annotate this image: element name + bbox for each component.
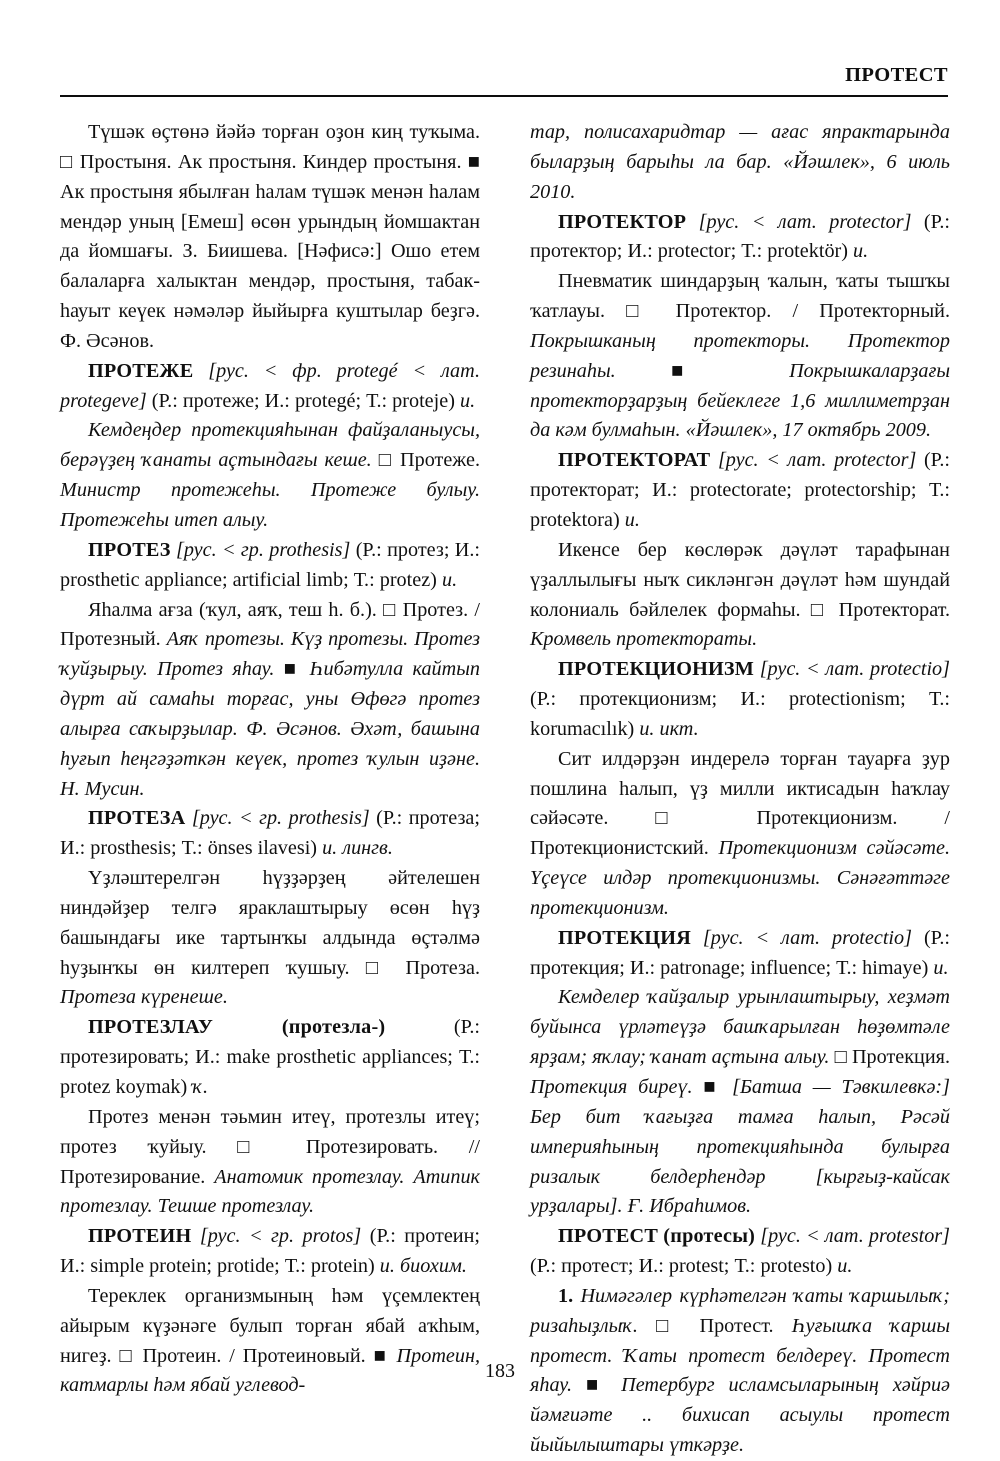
sense-number: 1. — [558, 1284, 574, 1307]
running-head — [60, 62, 948, 98]
headword: ПРОТЕКТОРАТ — [558, 449, 711, 472]
definition-lead: Кемдеңдер протекцияһынан файҙаланыуcы, берәүҙең ҡанаты аçтындағы кеше. — [60, 419, 480, 472]
headword: ПРОТЕКЦИЯ — [558, 926, 691, 949]
citation: ■ Петербург исламсыларының хәйриә йәмғиәте .. бихисап асыулы протест йыйылыштары үткәрҙе. — [530, 1374, 951, 1457]
examples: Протекционизм сәйәсәте. Үçеүсе илдәр протекционизмы. Сәнәғәттәге протекционизм. — [530, 837, 951, 919]
entry-proteza — [60, 804, 480, 864]
equivalents: (Р.: протезировать; И.: make prosthetic appliances; Т.: protez koymak) — [60, 1016, 480, 1098]
definition-lead: Тереклек организмының һәм үçемлектең айырым күҙәнәге булып торған ябай аҡһым, нигеҙ. — [60, 1284, 480, 1367]
russian-gloss: □ Протекционизм. / Протекционистский. — [530, 807, 951, 860]
russian-gloss: □ Протекция. — [834, 1046, 950, 1069]
grammar-label: и. — [837, 1255, 853, 1278]
entry-protektsionizm — [530, 655, 950, 745]
grammar-label: и. лингв. — [322, 837, 393, 860]
definition-lead: Үҙләштерелгән һүҙҙәрҙең әйтелешен ниндәйҙер телгә яраклаштырыу өсөн һүҙ башындағы ике тартынҡы алдында өçтәлмә һуҙынҡы өн килтереп ҡушыу. — [60, 867, 480, 979]
russian-gloss: □ Протекторат. — [810, 598, 950, 621]
headword: ПРОТЕЗА — [88, 807, 186, 830]
grammar-label: и. — [459, 389, 476, 412]
grammar-label: и. — [933, 956, 949, 979]
russian-gloss: □ Протезировать. // Протезирование. — [60, 1135, 480, 1188]
russian-gloss: □ Протеже. — [378, 449, 480, 472]
entry-protezhe-definition — [60, 416, 480, 535]
entry-protein-definition — [60, 1282, 480, 1401]
entry-protektor-definition — [530, 267, 950, 446]
entry-protezlau — [60, 1013, 480, 1103]
entry-protektorat-definition — [530, 536, 950, 655]
citation-start: ■ Протеин, катмарлы һәм ябай углевод- — [60, 1344, 481, 1397]
russian-gloss: □ Протеза. — [365, 956, 481, 979]
equivalents: (Р.: протеже; И.: protegé; Т.: proteje) — [151, 389, 455, 412]
entry-protektorat — [530, 446, 950, 536]
equivalents: (Р.: протектор; И.: protector; Т.: protektör) — [530, 210, 951, 263]
russian-gloss: □ Протест. — [656, 1314, 774, 1337]
examples: Аяҡ протезы. Күҙ протезы. Протез ҡуйҙырыу. Протез яһау. — [60, 628, 481, 681]
grammar-label: и. икт. — [639, 717, 699, 740]
headword: ПРОТЕИН — [88, 1225, 192, 1248]
headword: ПРОТЕЗЛАУ (протезла-) — [88, 1016, 386, 1039]
definition-lead: Сит илдәрҙән индерелә торған тауарға ҙур пошлина һалып, үҙ милли иктисадын һаҡлау сәйәсәте. — [530, 747, 950, 830]
etymology: [рус. < лат. protector] — [717, 449, 917, 472]
equivalents: (Р.: протекционизм; И.: protectionism; Т.: korumacılık) — [530, 688, 950, 740]
russian-gloss: □ Протектор. / Протекторный. — [626, 300, 951, 323]
etymology: [рус. < лат. protector] — [698, 210, 912, 233]
etymology: [рус. < лат. protectio] — [702, 926, 912, 949]
entry-protektsiya — [530, 924, 950, 984]
examples: Покрышканың протекторы. Протектор резинаһы. — [530, 329, 950, 382]
examples: Кромвель протектораты. — [530, 628, 758, 651]
definition-lead: Кемделер ҡайҙалыр урынлаштырыу, хеҙмәт буйынса үрләтеүҙә башҡарылған һөҙөмтәле ярҙам; яҡлау; ҡанат аçтына алыу. — [530, 986, 950, 1069]
citation-end: тар, полисахаридтар — ағас япрактарында быларҙың барыһы ла бар. «Йәшлек», 6 июль 2010. — [530, 121, 950, 203]
headword: ПРОТЕКТОР — [558, 210, 687, 233]
entry-protein — [60, 1222, 480, 1282]
equivalents: (Р.: протеза; И.: prosthesis; Т.: önses ilavesi) — [60, 807, 481, 860]
equivalents: (Р.: протез; И.: prosthetic appliance; artificial limb; Т.: protez) — [60, 538, 480, 591]
definition-lead: Нимәгәлер күрһәтелгән ҡаты ҡаршылыҡ; ризаһыҙлыҡ. — [530, 1284, 950, 1337]
russian-gloss: □ Протез. / Протезный. — [60, 598, 480, 651]
entry-protezlau-definition — [60, 1103, 480, 1222]
equivalents: (Р.: протекторат; И.: protectorate; protectorship; Т.: protektora) — [530, 449, 951, 531]
definition-lead: Пневматик шиндарҙың ҡалын, ҡаты тышҡы ҡатлауы. — [530, 270, 950, 323]
equivalents: (Р.: протест; И.: protest; Т.: protesto) — [530, 1255, 833, 1278]
etymology: [рус. < гр. prothesis] — [191, 807, 370, 830]
right-column — [530, 118, 951, 1457]
etymology: [рус. < гр. prothesis] — [175, 538, 351, 561]
left-column — [60, 118, 481, 1397]
equivalents: (Р.: протекция; И.: patronage; influence; Т.: himaye) — [530, 926, 951, 979]
etymology: [рус. < гр. protos] — [199, 1225, 362, 1248]
citation: ■ Покрышкаларҙағы протекторҙарҙың бейеклеге 1,6 миллиметрҙан да кәм булмаһын. «Йәшлек», 17 октябрь 2009. — [530, 359, 950, 442]
grammar-label: и. биохим. — [379, 1255, 467, 1278]
examples: Һуғышҡа ҡаршы протест. Ҡаты протест белдереү. Протест яһау. — [530, 1314, 951, 1397]
definition-lead: Протез менән тәьмин итеү, протезлы итеү; протез ҡуйыу. — [60, 1105, 480, 1158]
definition-lead: Яһалма ағза (ҡул, аяҡ, теш h. б.). — [88, 598, 377, 621]
headword: ПРОТЕКЦИОНИЗМ — [558, 658, 755, 681]
entry-protez-definition — [60, 596, 480, 805]
headword: ПРОТЕЗ — [88, 538, 171, 561]
examples: Анатомик протезлау. Атипик протезлау. Тешше протезлау. — [60, 1165, 480, 1218]
equivalents: (Р.: протеин; И.: simple protein; protide; Т.: protein) — [60, 1225, 481, 1278]
running-head-text: ПРОТЕСТ — [845, 64, 948, 86]
entry-body: Түшәк өçтөнә йәйә торған оҙон киң туҡыма. □ Простыня. Ак простыня. Киндер простыня. ■ Ак простыня ябылған һалам түшәк менән һалам мендәр уның [Емеш] өсөн урындың йомшактан да йомшағы. З. Биишева. [Нәфисә:] Ошо етем балаларға халыктан мендәр, простыня, табак-һауыт кеүек нәмәләр йыйырға куштылар беҙгә. Ф. Әсәнов. — [60, 121, 480, 352]
entry-protein-citation-continued — [530, 118, 950, 208]
entry-protezhe — [60, 357, 480, 417]
grammar-label: и. — [624, 508, 640, 531]
page-number: 183 — [485, 1360, 515, 1382]
entry-proteza-definition — [60, 864, 480, 1013]
entry-protektsionizm-definition — [530, 745, 950, 924]
citation: ■ Һибәтулла кайтып дүрт ай самаһы торғас, уны Өфөгә протез алырға саҡырҙылар. Ф. Әсәнов. Әхәт, башына һуғып һеңгәҙәткән кеүек, протез ҡулын иҙәне. Н. Мусин. — [60, 658, 480, 800]
etymology: [рус. < лат. protestor] — [760, 1225, 950, 1248]
etymology: [рус. < лат. protectio] — [759, 658, 951, 681]
citation: ■ [Батша — Тәвкилевкә:] Бер бит ҡағыҙға тамға һалып, Рәсәй империяһының протекцияһында булырға ризалык белдерһендәр [кырғыҙ-кайсак урҙалары]. Ғ. Ибраһимов. — [530, 1076, 950, 1218]
headword: ПРОТЕСТ (протесы) — [558, 1225, 756, 1248]
etymology: [рус. < фр. protegé < лат. protegeve] — [60, 359, 480, 412]
entry-continued-prostynya — [60, 118, 480, 357]
examples: Министр протежеһы. Протеже булыу. Протежеһы итеп алыу. — [60, 479, 480, 531]
entry-protektsiya-definition — [530, 983, 950, 1222]
examples: Протеза күренеше. — [60, 986, 228, 1009]
grammar-label: ҡ. — [192, 1076, 208, 1098]
grammar-label: и. — [441, 568, 458, 591]
definition-lead: Икенсе бер көслөрәк дәүләт тарафынан үҙаллылығы ныҡ сикләнгән дәүләт һәм шундай колониаль бәйлелек формаһы. — [530, 538, 950, 621]
examples: Протекция биреү. — [530, 1076, 693, 1098]
header-rule — [60, 95, 948, 97]
grammar-label: и. — [853, 240, 869, 263]
russian-gloss: □ Протеин. / Протеиновый. — [119, 1344, 366, 1367]
entry-protez — [60, 536, 480, 596]
entry-protektor — [530, 208, 950, 268]
entry-protest — [530, 1222, 950, 1282]
headword: ПРОТЕЖЕ — [88, 359, 194, 382]
